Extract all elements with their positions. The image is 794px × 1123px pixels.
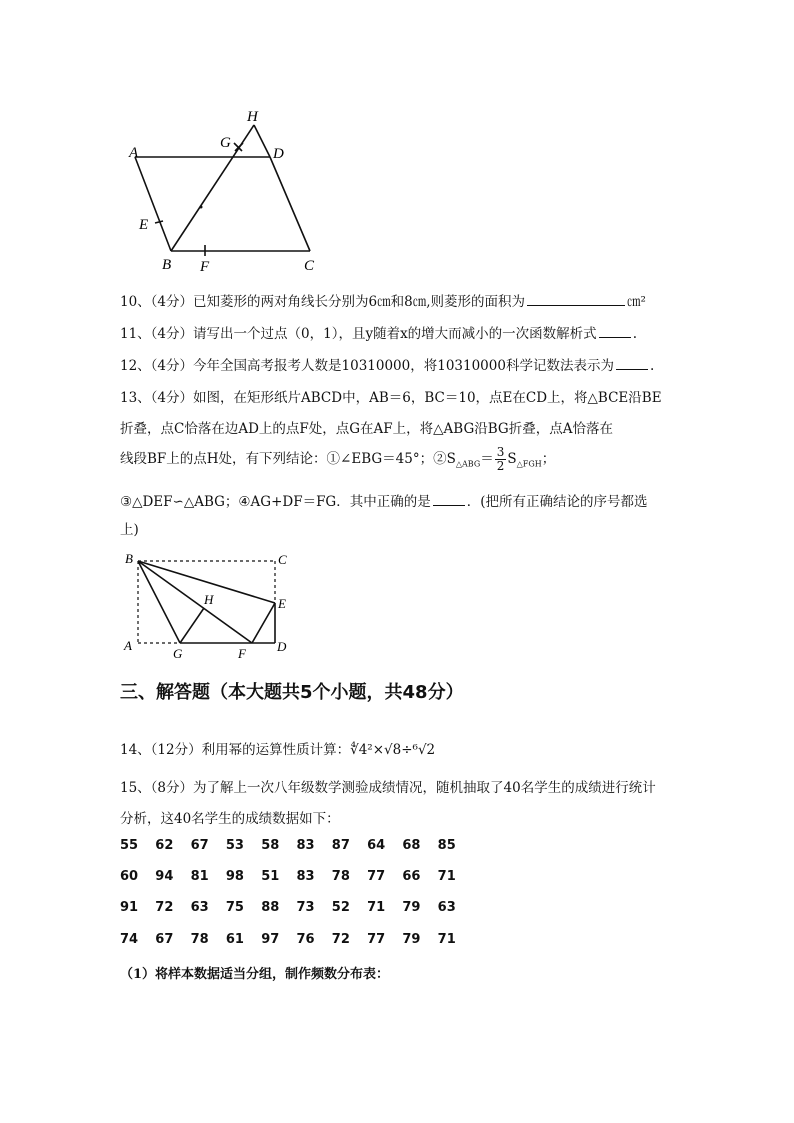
answer-blank[interactable]	[599, 325, 631, 338]
score-cell: 81	[190, 869, 209, 884]
score-cell: 79	[402, 932, 421, 947]
label-B: B	[125, 551, 133, 566]
question-12	[120, 354, 654, 374]
label-F: F	[238, 646, 246, 661]
score-cell: 83	[296, 838, 315, 853]
label-A: A	[124, 638, 132, 653]
label-C: C	[304, 258, 315, 274]
q13-s: S	[507, 451, 517, 467]
q13-sub-fgh: △FGH	[516, 459, 542, 469]
q13-sub-abg: △ABG	[455, 459, 481, 469]
score-cell: 98	[225, 869, 244, 884]
figure-parallelogram	[125, 105, 325, 277]
seg-GH	[180, 608, 204, 643]
seg-BF	[138, 561, 252, 643]
seg-FE	[252, 603, 275, 643]
score-cell: 83	[296, 869, 315, 884]
score-cell: 71	[367, 900, 386, 915]
score-cell: 72	[331, 932, 350, 947]
score-cell: 53	[225, 838, 244, 853]
score-cell: 94	[155, 869, 174, 884]
question-13-line-5: 上)	[120, 522, 139, 538]
score-cell: 61	[225, 932, 244, 947]
question-13-line-4	[120, 490, 648, 510]
q11-end: .	[632, 326, 637, 342]
score-cell: 73	[296, 900, 315, 915]
score-cell: 63	[190, 900, 209, 915]
label-D: D	[273, 146, 284, 162]
q14-text: 14、（12分）利用幂的运算性质计算：	[120, 742, 351, 758]
seg-AB	[135, 157, 171, 251]
score-cell: 85	[437, 838, 456, 853]
score-cell: 97	[261, 932, 280, 947]
question-13-line-3	[120, 446, 555, 473]
score-cell: 77	[367, 869, 386, 884]
q13-line3-text: 线段BF上的点H处，有下列结论：①∠EBG＝45°；②S	[120, 451, 456, 467]
score-cell: 79	[402, 900, 421, 915]
score-cell: 66	[402, 869, 421, 884]
q12-end: .	[649, 358, 655, 374]
score-cell: 74	[120, 932, 139, 947]
q12-text: 12、（4分）今年全国高考报考人数是10310000，将10310000科学记数法表示为	[120, 358, 614, 374]
q10-text: 10、（4分）已知菱形的两对角线长分别为6㎝和8㎝,则菱形的面积为	[120, 294, 525, 310]
frac-den: 2	[496, 459, 505, 473]
score-cell: 68	[402, 838, 421, 853]
label-E: E	[278, 596, 286, 611]
label-D: D	[277, 639, 287, 654]
score-cell: 52	[331, 900, 350, 915]
score-cell: 67	[190, 838, 209, 853]
seg-DC	[270, 157, 310, 251]
label-C: C	[278, 552, 287, 567]
q14-expression: ∜4²×√8÷⁶√2	[350, 742, 436, 758]
tick-E	[155, 221, 163, 223]
question-15-part-1: （1）将样本数据适当分组，制作频数分布表：	[120, 967, 390, 982]
question-13-line-1: 13、（4分）如图，在矩形纸片ABCD中，AB＝6，BC＝10，点E在CD上，将△BCE沿BE	[120, 390, 662, 406]
answer-blank[interactable]	[616, 357, 648, 370]
midpoint-dot	[200, 206, 203, 209]
q13-equals: ＝	[480, 451, 494, 467]
label-A: A	[129, 145, 139, 161]
score-cell: 78	[331, 869, 350, 884]
question-10	[120, 290, 646, 310]
label-E: E	[139, 217, 149, 233]
fraction-3-2	[495, 446, 507, 473]
score-cell: 91	[120, 900, 139, 915]
label-B: B	[162, 257, 172, 273]
question-14	[120, 738, 435, 758]
answer-blank[interactable]	[527, 293, 625, 306]
score-cell: 60	[120, 869, 139, 884]
score-cell: 75	[225, 900, 244, 915]
score-cell: 78	[190, 932, 209, 947]
score-cell: 55	[120, 838, 139, 853]
q11-text: 11、（4分）请写出一个过点（0，1），且y随着x的增大而减小的一次函数解析式	[120, 326, 597, 342]
score-cell: 88	[261, 900, 280, 915]
scores-row-2	[120, 869, 473, 884]
score-cell: 72	[155, 900, 174, 915]
question-15-line-1: 15、（8分）为了解上一次八年级数学测验成绩情况，随机抽取了40名学生的成绩进行统计	[120, 780, 656, 796]
score-cell: 62	[155, 838, 174, 853]
q10-unit: ㎝²	[627, 294, 646, 310]
scores-row-3	[120, 900, 473, 915]
score-cell: 64	[367, 838, 386, 853]
q13-line3-end: ；	[541, 451, 556, 467]
q13-line4-text: ③△DEF∽△ABG；④AG+DF＝FG．其中正确的是	[120, 494, 431, 510]
question-15-line-2: 分析，这40名学生的成绩数据如下：	[120, 811, 340, 827]
q13-line4-end: ．(把所有正确结论的序号都选	[466, 494, 648, 510]
figure-rectangle-fold	[118, 548, 298, 663]
score-cell: 63	[437, 900, 456, 915]
label-H: H	[247, 109, 258, 125]
section-heading: 三、解答题（本大题共5个小题，共48分）	[120, 682, 464, 703]
label-F: F	[200, 259, 210, 275]
question-11	[120, 322, 637, 342]
score-cell: 76	[296, 932, 315, 947]
score-cell: 87	[331, 838, 350, 853]
score-cell: 67	[155, 932, 174, 947]
frac-num: 3	[496, 445, 505, 459]
score-cell: 58	[261, 838, 280, 853]
seg-HD	[254, 125, 270, 157]
score-cell: 71	[437, 932, 456, 947]
label-H: H	[204, 592, 214, 607]
label-G: G	[220, 135, 231, 151]
answer-blank[interactable]	[433, 493, 465, 506]
label-G: G	[173, 646, 183, 661]
scores-row-4	[120, 932, 473, 947]
score-cell: 71	[437, 869, 456, 884]
seg-BG	[138, 561, 180, 643]
score-cell: 51	[261, 869, 280, 884]
score-cell: 77	[367, 932, 386, 947]
scores-row-1	[120, 838, 473, 853]
question-13-line-2: 折叠，点C恰落在边AD上的点F处，点G在AF上，将△ABG沿BG折叠，点A恰落在	[120, 421, 613, 437]
